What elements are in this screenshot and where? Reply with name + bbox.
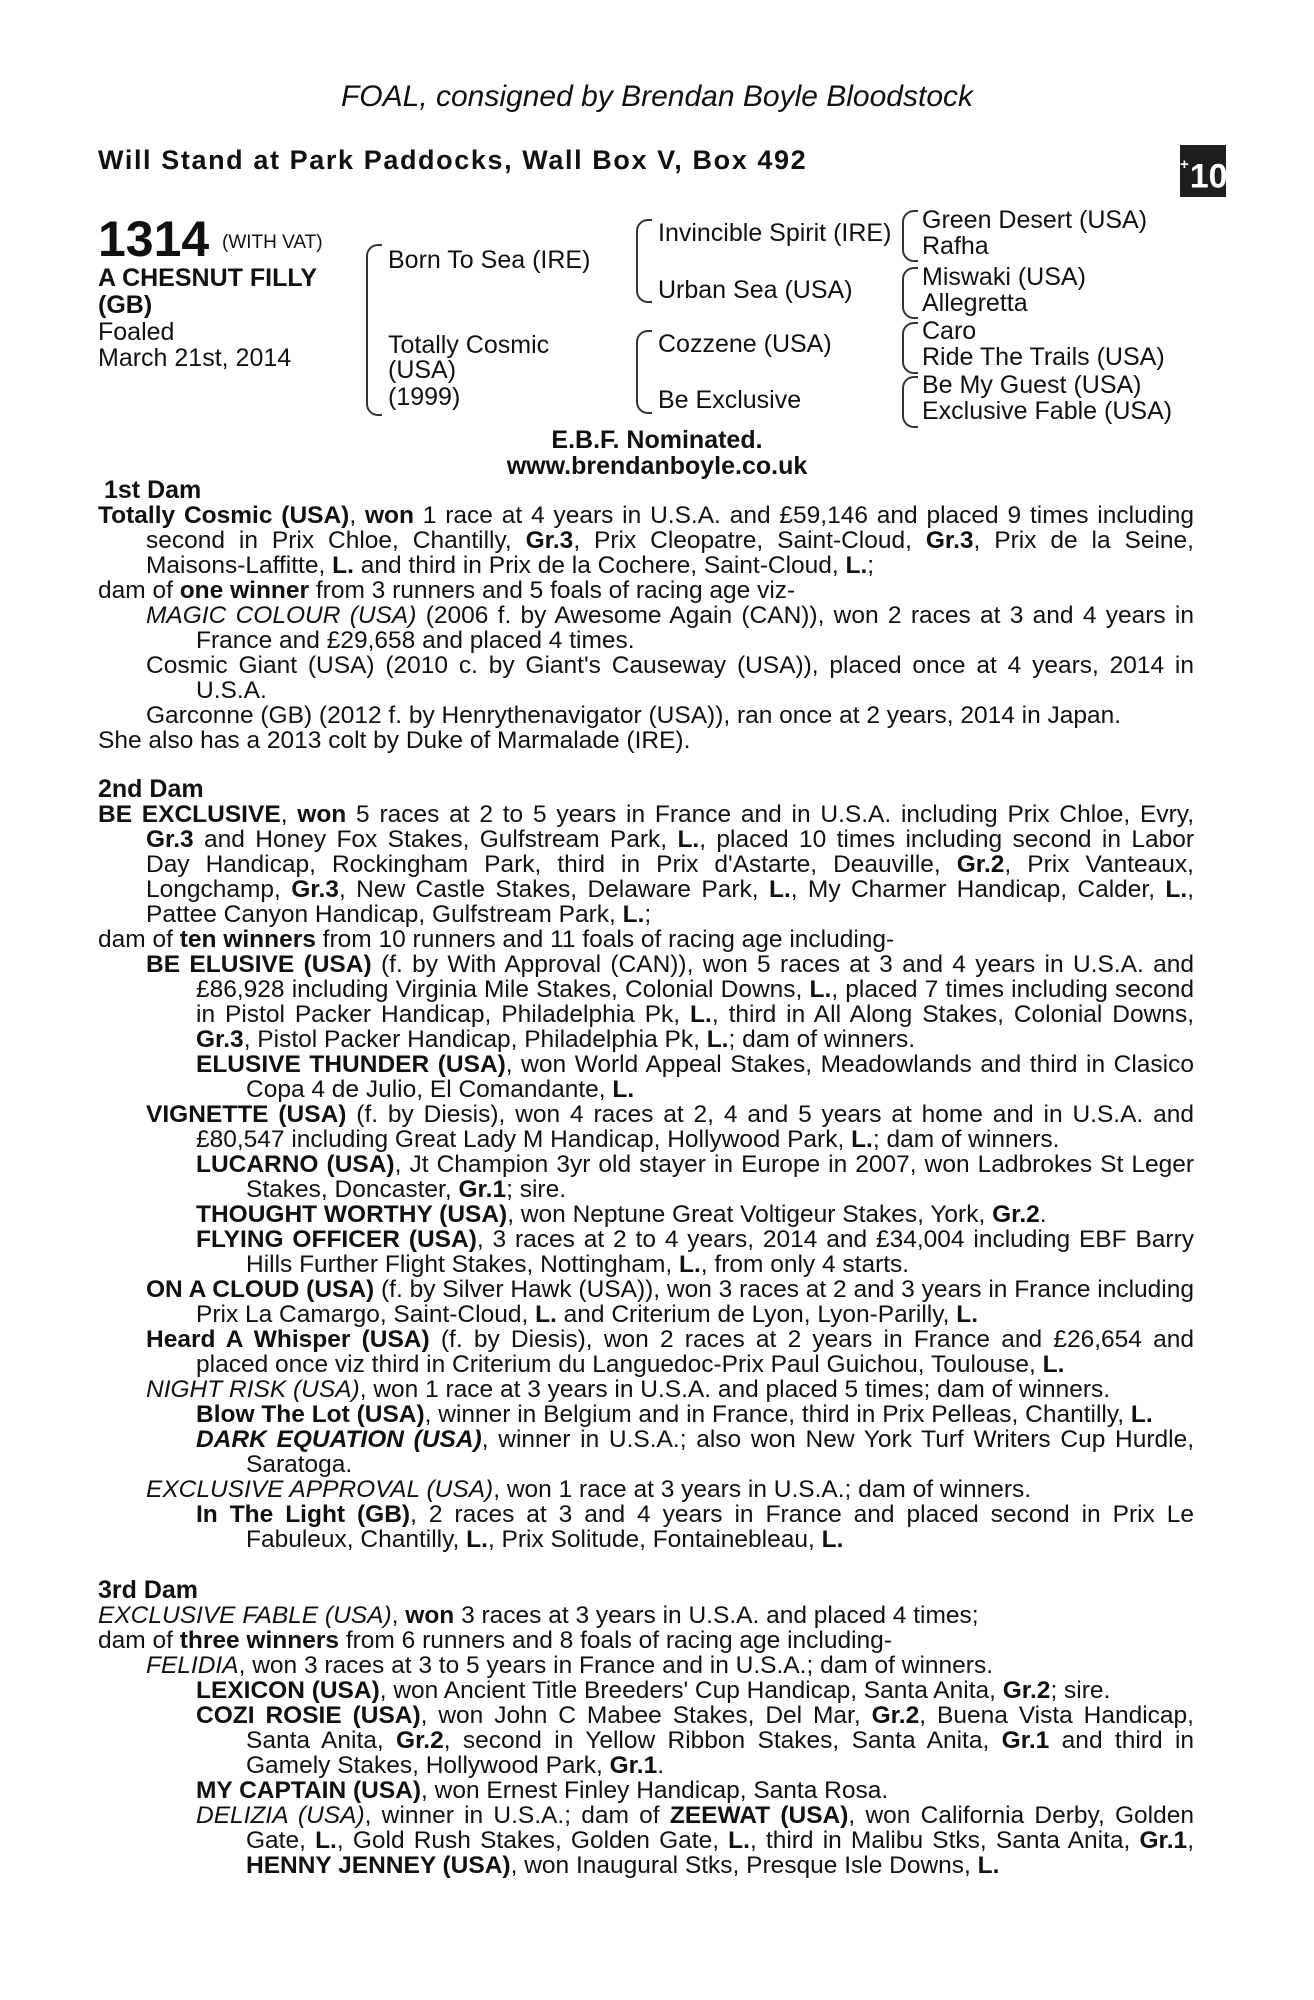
pedigree-sire-dam: Urban Sea (USA) (658, 276, 853, 304)
vat-label: (WITH VAT) (222, 232, 323, 253)
pedigree-sire: Born To Sea (IRE) (388, 246, 591, 274)
pedigree-dss: Caro (922, 317, 977, 345)
grand-produce-item: FLYING OFFICER (USA), 3 races at 2 to 4 years, 2014 and £34,004 including EBF Barry Hills Further Flight Stakes, Nottingham, L., from only 4 starts. (196, 1226, 1194, 1278)
second-dam-produce-intro: dam of ten winners from 10 runners and 11 foals of racing age including- (98, 926, 895, 953)
produce-item: Garconne (GB) (2012 f. by Henrythenavigator (USA)), ran once at 2 years, 2014 in Japan. (146, 702, 1122, 729)
website: www.brendanboyle.co.uk (506, 452, 808, 480)
grand-produce-item: MY CAPTAIN (USA), won Ernest Finley Handicap, Santa Rosa. (196, 1777, 889, 1804)
lot-country: (GB) (98, 291, 153, 319)
pedigree-sss: Green Desert (USA) (922, 206, 1148, 234)
pedigree-brace (902, 322, 918, 374)
pedigree-brace (636, 330, 652, 414)
pedigree-brace (902, 210, 918, 262)
pedigree-brace (366, 244, 382, 416)
pedigree-ssd: Rafha (922, 232, 989, 260)
pedigree-dam-year: (1999) (388, 383, 461, 411)
produce-item: MAGIC COLOUR (USA) (2006 f. by Awesome Again (CAN)), won 2 races at 3 and 4 years in France and £29,658 and placed 4 times. (146, 602, 1195, 654)
lot-description: A CHESNUT FILLY (98, 264, 317, 292)
grand-produce-item: THOUGHT WORTHY (USA), won Neptune Great Voltigeur Stakes, York, Gr.2. (196, 1201, 1047, 1228)
produce-item: Cosmic Giant (USA) (2010 c. by Giant's Causeway (USA)), placed once at 4 years, 2014 in U.S.A. (146, 652, 1194, 704)
foaled-label: Foaled (98, 318, 175, 346)
grand-produce-item: LUCARNO (USA), Jt Champion 3yr old stayer in Europe in 2007, won Ladbrokes St Leger Stakes, Doncaster, Gr.1; sire. (196, 1151, 1195, 1203)
pedigree-dam-dam: Be Exclusive (658, 386, 802, 414)
grand-produce-item: COZI ROSIE (USA), won John C Mabee Stakes, Del Mar, Gr.2, Buena Vista Handicap, Santa Anita, Gr.2, second in Yellow Ribbon Stakes, Santa Anita, Gr.1 and third in Gamely Stakes, Hollywood Park, Gr.1. (196, 1702, 1195, 1779)
pedigree-sds: Miswaki (USA) (922, 263, 1086, 291)
pedigree-dsd: Ride The Trails (USA) (922, 343, 1165, 371)
produce-item: ON A CLOUD (USA) (f. by Silver Hawk (USA)), won 3 races at 2 and 3 years in France including Prix La Camargo, Saint-Cloud, L. and Criterium de Lyon, Lyon-Parilly, L. (146, 1276, 1194, 1328)
produce-item: EXCLUSIVE APPROVAL (USA), won 1 race at 3 years in U.S.A.; dam of winners. (146, 1476, 1032, 1503)
pedigree-sdd: Allegretta (922, 289, 1028, 317)
pedigree-dam-country: (USA) (388, 356, 457, 384)
grand-produce-item: In The Light (GB), 2 races at 3 and 4 years in France and placed second in Prix Le Fabuleux, Chantilly, L., Prix Solitude, Fontainebleau, L. (196, 1501, 1194, 1553)
first-dam-paragraph: Totally Cosmic (USA), won 1 race at 4 years in U.S.A. and £59,146 and placed 9 times including second in Prix Chloe, Chantilly, Gr.3, Prix Cleopatre, Saint-Cloud, Gr.3, Prix de la Seine, Maisons-Laffitte, L. and third in Prix de la Cochere, Saint-Cloud, L.; (98, 502, 1195, 579)
pedigree-brace (902, 267, 918, 319)
pedigree-brace (902, 376, 918, 428)
pedigree-ddd: Exclusive Fable (USA) (922, 397, 1173, 425)
third-dam-paragraph: EXCLUSIVE FABLE (USA), won 3 races at 3 years in U.S.A. and placed 4 times; (98, 1602, 979, 1629)
first-dam-heading: 1st Dam (104, 476, 202, 504)
second-dam-paragraph: BE EXCLUSIVE, won 5 races at 2 to 5 years in France and in U.S.A. including Prix Chloe, Evry, Gr.3 and Honey Fox Stakes, Gulfstream Park, L., placed 10 times including second in Labor Day Handicap, Rockingham Park, third in Prix d'Astarte, Deauville, Gr.2, Prix Vanteaux, Longchamp, Gr.3, New Castle Stakes, Delaware Park, L., My Charmer Handicap, Calder, L., Pattee Canyon Handicap, Gulfstream Park, L.; (98, 801, 1195, 928)
grand-produce-item: DARK EQUATION (USA), winner in U.S.A.; also won New York Turf Writers Cup Hurdle, Saratoga. (196, 1426, 1195, 1478)
consignment-title: FOAL, consigned by Brendan Boyle Bloodstock (340, 80, 974, 113)
pedigree-dam-sire: Cozzene (USA) (658, 330, 832, 358)
produce-item: VIGNETTE (USA) (f. by Diesis), won 4 races at 2, 4 and 5 years at home and in U.S.A. and £80,547 including Great Lady M Handicap, Hollywood Park, L.; dam of winners. (146, 1101, 1194, 1153)
foaled-date: March 21st, 2014 (98, 344, 292, 372)
first-dam-produce-intro: dam of one winner from 3 runners and 5 foals of racing age viz- (98, 577, 796, 604)
grand-produce-item: LEXICON (USA), won Ancient Title Breeders' Cup Handicap, Santa Anita, Gr.2; sire. (196, 1677, 1111, 1704)
produce-item: NIGHT RISK (USA), won 1 race at 3 years in U.S.A. and placed 5 times; dam of winners. (146, 1376, 1111, 1403)
third-dam-heading: 3rd Dam (98, 1576, 199, 1604)
produce-item: BE ELUSIVE (USA) (f. by With Approval (CAN)), won 5 races at 3 and 4 years in U.S.A. and £86,928 including Virginia Mile Stakes, Colonial Downs, L., placed 7 times including second in Pistol Packer Handicap, Philadelphia Pk, L., third in All Along Stakes, Colonial Downs, Gr.3, Pistol Packer Handicap, Philadelphia Pk, L.; dam of winners. (146, 951, 1194, 1053)
grand-produce-item: DELIZIA (USA), winner in U.S.A.; dam of ZEEWAT (USA), won California Derby, Golden Gate, L., Gold Rush Stakes, Golden Gate, L., third in Malibu Stks, Santa Anita, Gr.1, HENNY JENNEY (USA), won Inaugural Stks, Presque Isle Downs, L. (196, 1802, 1194, 1879)
produce-item: FELIDIA, won 3 races at 3 to 5 years in France and in U.S.A.; dam of winners. (146, 1652, 994, 1679)
third-dam-produce-intro: dam of three winners from 6 runners and 8 foals of racing age including- (98, 1627, 892, 1654)
second-dam-heading: 2nd Dam (98, 775, 204, 803)
ebf-nominated: E.B.F. Nominated. (551, 426, 763, 454)
catalogue-body (98, 478, 1194, 1878)
produce-note: She also has a 2013 colt by Duke of Marmalade (IRE). (98, 727, 691, 754)
grand-produce-item: ELUSIVE THUNDER (USA), won World Appeal Stakes, Meadowlands and third in Clasico Copa 4 de Julio, El Comandante, L. (196, 1051, 1194, 1103)
pedigree-brace (636, 219, 652, 303)
lot-number: 1314 (98, 211, 210, 267)
pedigree-sire-sire: Invincible Spirit (IRE) (658, 219, 892, 247)
grand-produce-item: Blow The Lot (USA), winner in Belgium and in France, third in Prix Pelleas, Chantilly, L. (196, 1401, 1153, 1428)
page-badge: +10 (1180, 145, 1226, 197)
pedigree-dds: Be My Guest (USA) (922, 371, 1142, 399)
produce-item: Heard A Whisper (USA) (f. by Diesis), won 2 races at 2 years in France and £26,654 and placed once viz third in Criterium du Languedoc-Prix Paul Guichou, Toulouse, L. (146, 1326, 1195, 1378)
pedigree-dam: Totally Cosmic (388, 331, 550, 359)
stabling-location: Will Stand at Park Paddocks, Wall Box V, Box 492 (98, 145, 808, 175)
